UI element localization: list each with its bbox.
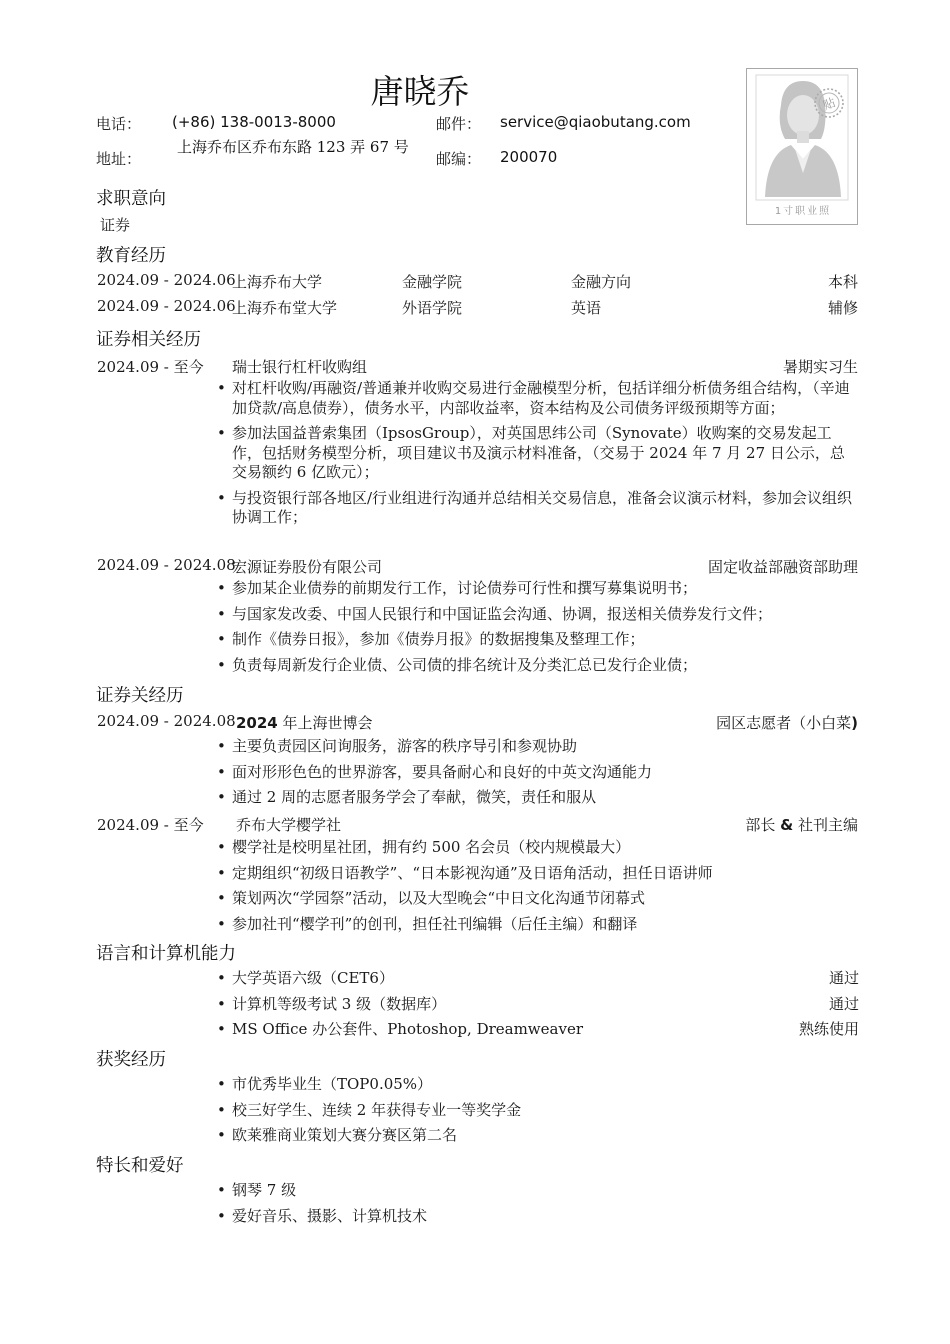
- exp-org: 宏源证券股份有限公司: [232, 558, 383, 576]
- hobbies-list: [216, 1181, 859, 1232]
- email-label: 邮件：: [436, 115, 482, 133]
- section-skills-title: 语言和计算机能力: [96, 944, 236, 964]
- edu-degree: 辅修: [827, 299, 858, 317]
- skill-item: [216, 995, 859, 1015]
- activity-bullets: [216, 838, 859, 940]
- experience-header: [96, 556, 858, 578]
- edu-school: 上海乔布大学: [232, 273, 323, 291]
- list-item: • 参加社刊“樱学刊”的创刊，担任社刊编辑（后任主编）和翻译: [216, 915, 859, 935]
- activity-role-end: ): [851, 714, 858, 732]
- activity-role-pre: 部长: [745, 816, 781, 834]
- list-item: • 校三好学生、连续 2 年获得专业一等奖学金: [216, 1101, 859, 1121]
- edu-major: 金融方向: [571, 273, 632, 291]
- activity-org: 乔布大学樱学社: [236, 816, 342, 834]
- edu-date: 2024.09 - 2024.06: [97, 297, 236, 315]
- list-item: • 主要负责园区问询服务，游客的秩序导引和参观协助: [216, 737, 859, 757]
- photo-stamp: 贴: [821, 95, 838, 113]
- zip-label: 邮编：: [436, 150, 482, 168]
- list-item: • 通过 2 周的志愿者服务学会了奉献，微笑，责任和服从: [216, 788, 859, 808]
- candidate-name: 唐晓乔: [370, 72, 470, 111]
- activity-header: [96, 814, 858, 836]
- skill-item: [216, 1020, 859, 1040]
- list-item: • 对杠杆收购/再融资/普通兼并收购交易进行金融模型分析，包括详细分析债务组合结构，（辛迪加贷款/高息债券），债务水平，内部收益率，资本结构及公司债务评级预期等方面；: [216, 379, 859, 418]
- section-experience-title: 证券相关经历: [96, 330, 201, 350]
- skills-list: [216, 969, 859, 1046]
- list-item: • 策划两次“学园祭”活动，以及大型晚会“中日文化沟通节闭幕式: [216, 889, 859, 909]
- activity-org: [236, 712, 373, 733]
- activity-header: [96, 712, 858, 734]
- experience-bullets: [216, 379, 859, 534]
- photo-caption: 1寸职业照: [774, 206, 832, 217]
- edu-date: 2024.09 - 2024.06: [97, 271, 236, 289]
- list-item: • 与投资银行部各地区/行业组进行沟通并总结相关交易信息，准备会议演示材料，参加会议组织协调工作；: [216, 489, 859, 528]
- list-item: • 负责每周新发行企业债、公司债的排名统计及分类汇总已发行企业债；: [216, 656, 859, 676]
- list-item: • 定期组织“初级日语教学”、“日本影视沟通”及日语角活动，担任日语讲师: [216, 864, 859, 884]
- exp-date: 2024.09 - 至今: [97, 358, 204, 376]
- section-awards-title: 获奖经历: [96, 1050, 166, 1070]
- activity-role-text: 社刊主编: [793, 816, 858, 834]
- list-item: • 制作《债券日报》，参加《债券月报》的数据搜集及整理工作；: [216, 630, 859, 650]
- activity-role: [745, 814, 858, 835]
- edu-major: 英语: [571, 299, 602, 317]
- activity-org-name: 年上海世博会: [277, 714, 373, 732]
- experience-header: [96, 356, 858, 378]
- list-item: • 面对形形色色的世界游客，要具备耐心和良好的中英文沟通能力: [216, 763, 859, 783]
- section-education-title: 教育经历: [96, 246, 166, 266]
- list-item: • 市优秀毕业生（TOP0.05%）: [216, 1075, 859, 1095]
- education-row: [96, 297, 858, 319]
- skill-name: MS Office 办公套件、Photoshop, Dreamweaver: [232, 1020, 583, 1038]
- activity-role: [716, 712, 858, 733]
- list-item: • 钢琴 7 级: [216, 1181, 859, 1201]
- list-item: • 与国家发改委、中国人民银行和中国证监会沟通、协调，报送相关债券发行文件；: [216, 605, 859, 625]
- list-item: • 参加某企业债券的前期发行工作，讨论债券可行性和撰写募集说明书；: [216, 579, 859, 599]
- skill-level: 通过: [828, 994, 859, 1013]
- exp-role: 固定收益部融资部助理: [707, 558, 858, 576]
- phone-label: 电话：: [96, 115, 142, 133]
- skill-name: 大学英语六级（CET6）: [232, 969, 394, 987]
- list-item: • 欧莱雅商业策划大赛分赛区第二名: [216, 1126, 859, 1146]
- section-activities-title: 证券关经历: [96, 686, 184, 706]
- list-item: • 爱好音乐、摄影、计算机技术: [216, 1207, 859, 1227]
- skill-name: 计算机等级考试 3 级（数据库）: [232, 994, 447, 1013]
- section-hobbies-title: 特长和爱好: [96, 1156, 184, 1176]
- edu-dept: 金融学院: [402, 273, 463, 291]
- person-silhouette-icon: [747, 69, 857, 224]
- intent-value: 证券: [100, 216, 131, 234]
- profile-photo: [746, 68, 858, 225]
- skill-item: [216, 969, 859, 989]
- awards-list: [216, 1075, 859, 1152]
- edu-degree: 本科: [827, 273, 858, 291]
- experience-bullets: [216, 579, 859, 681]
- education-row: [96, 271, 858, 293]
- activity-date: 2024.09 - 至今: [97, 816, 204, 834]
- zip-value: 200070: [500, 148, 558, 166]
- exp-org: 瑞士银行杠杆收购组: [232, 358, 368, 376]
- address-label: 地址：: [96, 150, 142, 168]
- activity-bullets: [216, 737, 859, 814]
- edu-dept: 外语学院: [402, 299, 463, 317]
- exp-role: 暑期实习生: [782, 358, 858, 376]
- phone-value: (+86) 138-0013-8000: [172, 113, 336, 131]
- list-item: • 樱学社是校明星社团，拥有约 500 名会员（校内规模最大）: [216, 838, 859, 858]
- address-value: 上海乔布区乔布东路 123 弄 67 号: [177, 138, 409, 156]
- skill-level: 通过: [828, 969, 859, 987]
- activity-org-year: 2024: [236, 714, 278, 732]
- activity-role-text: 园区志愿者（小白菜: [716, 714, 852, 732]
- exp-date: 2024.09 - 2024.08: [97, 556, 236, 574]
- edu-school: 上海乔布堂大学: [232, 299, 338, 317]
- email-value: service@qiaobutang.com: [500, 113, 691, 131]
- skill-level: 熟练使用: [798, 1020, 859, 1038]
- activity-role-amp: &: [780, 816, 794, 834]
- activity-date: 2024.09 - 2024.08: [97, 712, 236, 730]
- list-item: • 参加法国益普索集团（IpsosGroup），对英国思纬公司（Synovate）收购案的交易发起工作，包括财务模型分析，项目建议书及演示材料准备，（交易于 2024 年 7 月 27 日公示，总交易额约 6 亿欧元）；: [216, 424, 859, 483]
- section-intent-title: 求职意向: [96, 189, 166, 209]
